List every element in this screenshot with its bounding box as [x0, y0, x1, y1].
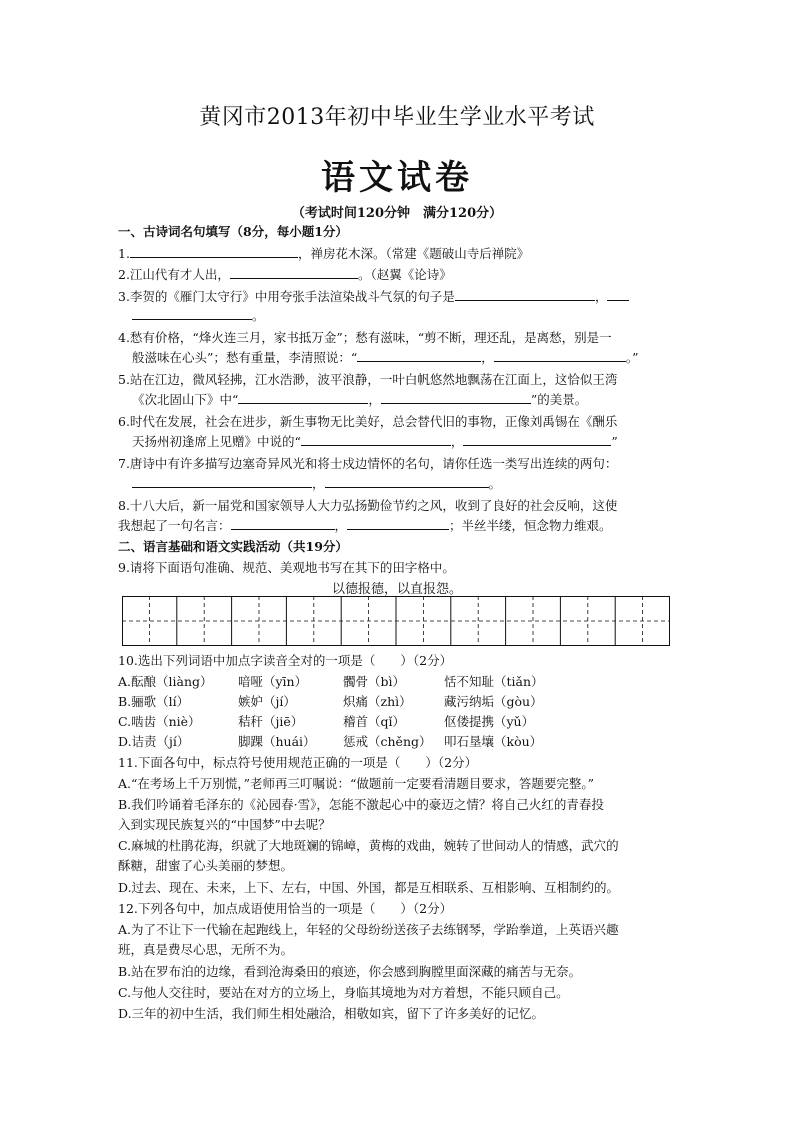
option-10-item: 喑哑（yīn）: [238, 674, 308, 689]
answer-blank[interactable]: [455, 287, 595, 301]
option-11-c-cont: 酥糖，甜蜜了心头美丽的梦想。: [118, 858, 294, 873]
question-4-cont: 般滋味在心头”；愁有重量，李清照说：“ ， 。”: [132, 350, 639, 365]
option-10-item: B.骊歌（lí）: [118, 694, 190, 709]
option-12-c: C.与他人交往时，要站在对方的立场上，身临其境地为对方着想，不能只顾自己。: [118, 985, 569, 1000]
option-11-b-cont: 入到实现民族复兴的“中国梦”中去呢？: [118, 817, 331, 832]
subject-title: 语文试卷: [321, 158, 473, 198]
answer-blank[interactable]: [231, 516, 335, 530]
exam-info: （考试时间120分钟 满分120分）: [291, 206, 503, 221]
option-12-b: B.站在罗布泊的边缘，看到沧海桑田的痕迹，你会感到胸膛里面深藏的痛苦与无奈。: [118, 964, 582, 979]
answer-blank[interactable]: [325, 474, 489, 488]
question-3: 3.李贺的《雁门太守行》中用夸张手法渲染战斗气氛的句子是 ，: [118, 287, 678, 306]
question-11: 11.下面各句中，标点符号使用规范正确的一项是（ ）（2分）: [118, 755, 478, 770]
question-8: 8.十八大后，新一届党和国家领导人大力弘扬勤俭节约之风，收到了良好的社会反响，这使: [118, 498, 618, 513]
question-12: 12.下列各句中，加点成语使用恰当的一项是（ ）（2分）: [118, 901, 453, 916]
answer-blank[interactable]: [463, 432, 611, 446]
option-10-item: D.诘责（jí）: [118, 734, 190, 749]
option-10-item: 脚踝（huái）: [238, 734, 316, 749]
answer-blank[interactable]: [357, 348, 481, 362]
option-10-item: 髑骨（bì）: [343, 674, 405, 689]
option-10-item: 炽痛（zhì）: [343, 694, 412, 709]
option-12-a-cont: 班，真是费尽心思，无所不为。: [118, 942, 294, 957]
question-6: 6.时代在发展，社会在进步，新生事物无比美好，总会替代旧的事物，正像刘禹锡在《酬乐: [118, 414, 618, 429]
answer-blank[interactable]: [607, 287, 629, 301]
answer-blank[interactable]: [132, 306, 252, 320]
answer-blank[interactable]: [238, 390, 368, 404]
answer-blank[interactable]: [130, 244, 298, 258]
section1-heading: 一、古诗词名句填写（8分，每小题1分）: [118, 224, 348, 239]
option-10-item: C.啮齿（niè）: [118, 714, 201, 729]
answer-blank[interactable]: [132, 474, 312, 488]
option-10-item: 秸秆（jiē）: [238, 714, 304, 729]
section2-heading: 二、语言基础和语文实践活动（共19分）: [118, 539, 348, 554]
option-11-b: B.我们吟诵着毛泽东的《沁园春·雪》，怎能不激起心中的豪迈之情？将自己火红的青春投: [118, 797, 604, 812]
question-7-cont: ， 。: [132, 474, 692, 493]
answer-blank[interactable]: [301, 432, 451, 446]
question-5-cont: 《次北固山下》中“ ， ”的美景。: [132, 392, 588, 407]
question-5: 5.站在江边，微风轻拂，江水浩渺，波平浪静，一叶白帆悠然地飘荡在江面上，这恰似王湾: [118, 372, 618, 387]
question-8-cont: 我想起了一句名言： ， ；半丝半缕，恒念物力维艰。: [118, 518, 612, 533]
tianzige-grid[interactable]: [122, 596, 670, 646]
answer-blank[interactable]: [230, 265, 358, 279]
question-9: 9.请将下面语句准确、规范、美观地书写在其下的田字格中。: [118, 560, 455, 575]
question-4: 4.愁有价格，“烽火连三月，家书抵万金”；愁有滋味，“剪不断，理还乱，是离愁，别是一: [118, 330, 612, 345]
tianzige-grid-drawing: [122, 596, 670, 646]
option-10-item: 藏污纳垢（gòu）: [444, 694, 543, 709]
option-12-a: A.为了不让下一代输在起跑线上，年轻的父母纷纷送孩子去练钢琴，学跆拳道，上英语兴趣: [118, 922, 619, 937]
option-10-item: A.酝酿（liàng）: [118, 674, 213, 689]
option-10-item: 叩石垦壤（kòu）: [444, 734, 543, 749]
option-10-item: 嫉妒（jí）: [238, 694, 296, 709]
option-10-item: 伛偻提携（yǔ）: [444, 714, 535, 729]
option-10-item: 惩戒（chěng）: [343, 734, 432, 749]
option-11-d: D.过去、现在、未来，上下、左右，中国、外国，都是互相联系、互相影响、互相制约的。: [118, 880, 620, 895]
question-6-cont: 天扬州初逢席上见赠》中说的“ ， ”: [132, 434, 618, 449]
exam-title: 黄冈市2013年初中毕业生学业水平考试: [199, 105, 595, 130]
option-11-c: C.麻城的杜鹃花海，织就了大地斑斓的锦嶂，黄梅的戏曲，婉转了世间动人的情感，武穴的: [118, 838, 619, 853]
question-1: 1. ，禅房花木深。（常建《题破山寺后禅院》: [118, 246, 530, 261]
option-10-item: 稽首（qǐ）: [343, 714, 405, 729]
option-11-a: A.“在考场上千万别慌，”老师再三叮嘱说：“做题前一定要看清题目要求，答题要完整。”: [118, 776, 595, 791]
answer-blank[interactable]: [381, 390, 531, 404]
writing-sentence: 以德报德，以直报怨。: [331, 582, 462, 597]
question-10: 10.选出下列词语中加点字读音全对的一项是（ ）（2分）: [118, 653, 453, 668]
answer-blank[interactable]: [494, 348, 626, 362]
question-2: 2.江山代有才人出， 。（赵翼《论诗》: [118, 267, 452, 282]
answer-blank[interactable]: [347, 516, 449, 530]
option-12-d: D.三年的初中生活，我们师生相处融洽，相敬如宾，留下了许多美好的记忆。: [118, 1006, 545, 1021]
question-3-cont: 。: [132, 306, 692, 325]
option-10-item: 恬不知耻（tiǎn）: [444, 674, 544, 689]
question-7: 7.唐诗中有许多描写边塞奇异风光和将士戍边情怀的名句，请你任选一类写出连续的两句：: [118, 456, 618, 471]
